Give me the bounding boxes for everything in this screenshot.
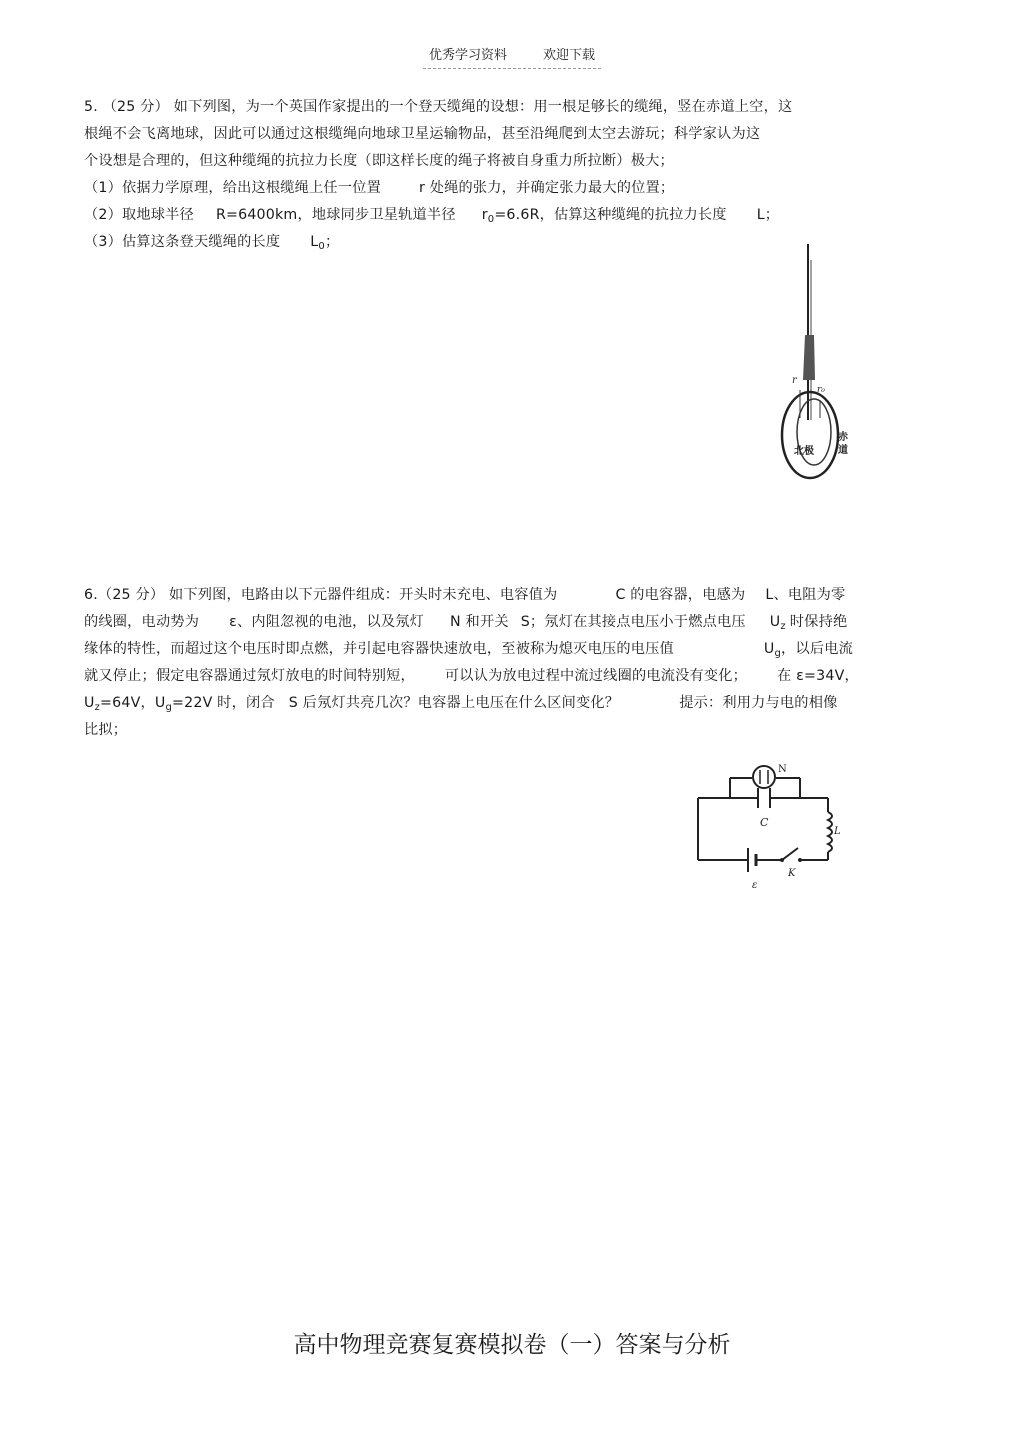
circuit-figure (690, 760, 850, 900)
problem-5-question-3: （3）估算这条登天缆绳的长度 $L_0$； (84, 234, 340, 252)
switch-contact (798, 858, 802, 862)
label-north-pole: 北极 (794, 446, 814, 457)
label-equator-2: 道 (838, 445, 848, 456)
label-epsilon: ε (752, 880, 758, 891)
label-k: K (788, 868, 796, 879)
label-equator-1: 赤 (838, 432, 848, 443)
switch-pivot (780, 858, 784, 862)
label-n: N (778, 764, 787, 775)
header-right-text: 欢迎下载 (543, 48, 596, 63)
problem-5-question-1: （1）依据力学原理，给出这根缆绳上任一位置 r 处绳的张力，并确定张力最大的位置； (84, 180, 675, 196)
problem-6-line-3: 缘体的特性，而超过这个电压时即点燃，并引起电容器快速放电，至被称为熄灭电压的电压值 $U_g$，以后电流 (84, 641, 853, 659)
problem-5-line-3: 个设想是合理的，但这种缆绳的抗拉力长度（即这样长度的绳子将被自身重力所拉断）极大； (84, 153, 674, 169)
problem-6-line-1: 6.（25 分） 如下列图，电路由以下元器件组成：开头时未充电、电容值为 C 的电容器，电感为 L、电阻为零 (84, 587, 846, 603)
header-left-text: 优秀学习资料 (428, 48, 507, 63)
space-elevator-figure (770, 240, 860, 485)
problem-5 (84, 94, 944, 256)
switch-blade (782, 848, 798, 860)
label-c: C (760, 816, 769, 829)
page-header (0, 44, 1024, 69)
cable-thick-section (803, 335, 815, 380)
problem-5-question-2: （2）取地球半径 R=6400km，地球同步卫星轨道半径 $r_0=6.6R$，估算这种缆绳的抗拉力长度 L； (84, 207, 780, 225)
problem-6-line-2: 的线圈，电动势为 ε、内阻忽视的电池，以及氖灯 N 和开关 S；氖灯在其接点电压小于燃点电压 $U_z$ 时保持绝 (84, 614, 848, 632)
problem-6-line-6: 比拟； (84, 722, 128, 738)
problem-6-line-5: $U_z=64V$，$U_g=22V$ 时，闭合 S 后氖灯共亮几次？电容器上电压在什么区间变化？ 提示：利用力与电的相像 (84, 695, 838, 713)
problem-6 (84, 582, 944, 744)
inductor-coil (828, 812, 832, 852)
label-r0: r₀ (817, 385, 825, 395)
earth-outline (782, 392, 838, 478)
section-title: 高中物理竞赛复赛模拟卷（一）答案与分析 (293, 1332, 731, 1358)
problem-5-line-1: 5. （25 分） 如下列图，为一个英国作家提出的一个登天缆绳的设想：用一根足够长的缆绳，竖在赤道上空，这 (84, 99, 793, 115)
neon-lamp (753, 766, 775, 788)
problem-5-line-2: 根绳不会飞离地球，因此可以通过这根缆绳向地球卫星运输物品，甚至沿绳爬到太空去游玩；科学家认为这 (84, 126, 761, 142)
label-r: r (792, 375, 797, 386)
problem-6-line-4: 就又停止；假定电容器通过氖灯放电的时间特别短， 可以认为放电过程中流过线圈的电流没有变化； 在 ε=34V， (84, 668, 859, 684)
label-l: L (834, 826, 841, 837)
